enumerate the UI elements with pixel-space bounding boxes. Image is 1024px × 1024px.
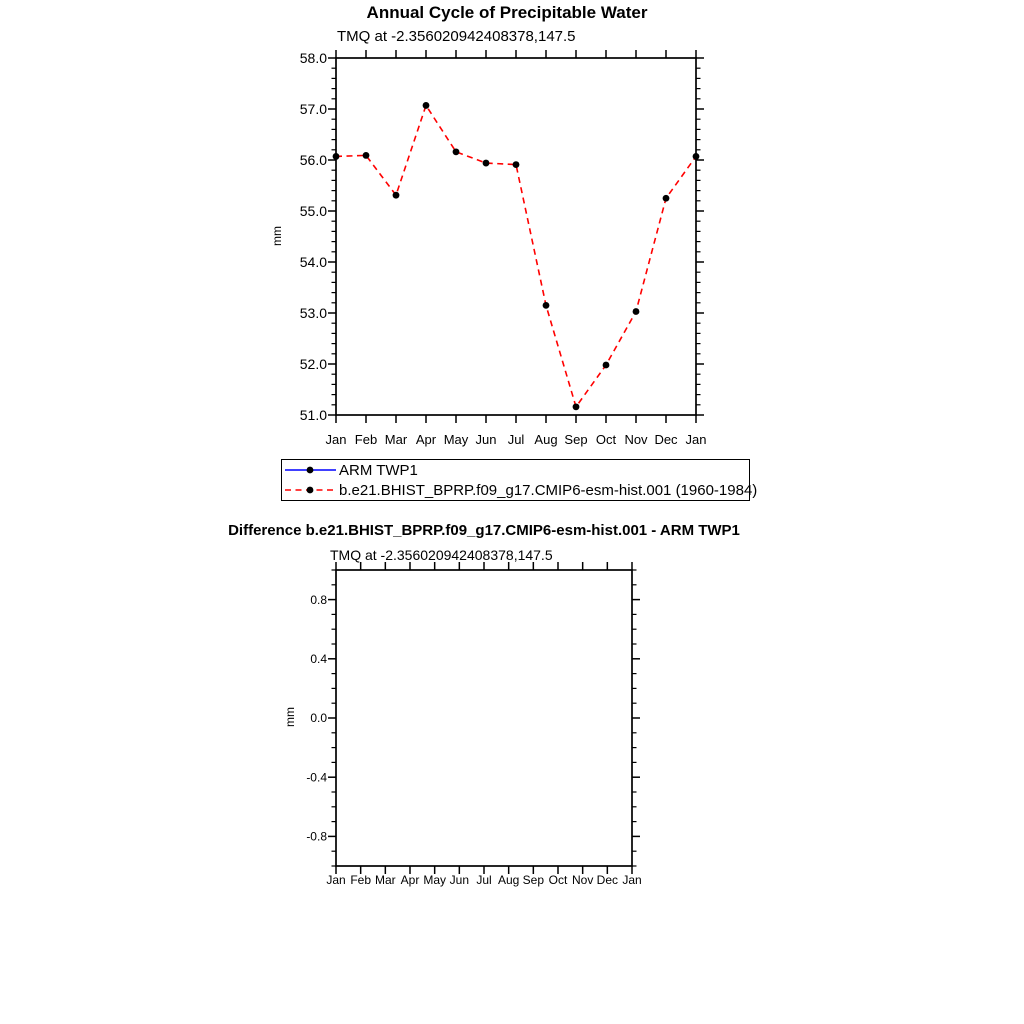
- y-tick-label: 54.0: [299, 253, 327, 270]
- x-tick-label: Jun: [475, 432, 497, 447]
- data-point: [363, 152, 370, 159]
- legend-item-model: [284, 480, 758, 500]
- data-point: [483, 160, 490, 167]
- data-point: [603, 362, 610, 369]
- top-chart-y-axis-label: mm: [270, 226, 284, 246]
- data-point: [693, 153, 700, 160]
- y-tick-label: 0.0: [310, 711, 327, 726]
- x-tick-label: May: [423, 873, 447, 887]
- top-chart-title: Annual Cycle of Precipitable Water: [366, 3, 648, 22]
- x-tick-label: Dec: [654, 432, 678, 447]
- x-tick-label: Mar: [384, 432, 408, 447]
- data-point: [333, 153, 340, 160]
- data-point: [423, 102, 430, 109]
- x-tick-label: Nov: [571, 873, 594, 887]
- legend-sample-solid: [284, 462, 337, 478]
- y-tick-label: 53.0: [299, 304, 327, 321]
- series-line: [336, 105, 696, 406]
- x-tick-label: May: [443, 432, 469, 447]
- x-tick-label: Jun: [449, 873, 470, 887]
- x-tick-label: Feb: [354, 432, 378, 447]
- bottom-chart-subtitle: TMQ at -2.356020942408378,147.5: [330, 547, 553, 563]
- x-tick-label: Feb: [350, 873, 372, 887]
- legend-item-arm-twp1: [284, 460, 749, 480]
- top-chart-plot: [300, 50, 707, 447]
- plot-frame: [336, 570, 632, 866]
- data-point: [663, 195, 670, 202]
- x-tick-label: Aug: [497, 873, 520, 887]
- y-tick-label: 51.0: [299, 406, 327, 423]
- x-tick-label: Nov: [624, 432, 648, 447]
- x-tick-label: Jan: [685, 432, 707, 447]
- x-tick-label: Sep: [564, 432, 588, 447]
- data-point: [393, 192, 400, 199]
- data-point: [573, 403, 580, 410]
- top-chart-subtitle: TMQ at -2.356020942408378,147.5: [337, 28, 576, 45]
- y-tick-label: -0.8: [306, 829, 327, 844]
- data-point: [633, 308, 640, 315]
- legend-label-arm-twp1: ARM TWP1: [339, 461, 418, 479]
- data-point: [543, 302, 550, 309]
- y-tick-label: 55.0: [299, 202, 327, 219]
- y-tick-label: 57.0: [299, 100, 327, 117]
- legend-marker-icon: [307, 467, 314, 474]
- legend-label-model: b.e21.BHIST_BPRP.f09_g17.CMIP6-esm-hist.001 (1960-1984): [339, 481, 758, 499]
- x-tick-label: Jan: [325, 432, 347, 447]
- legend-sample-dashed: [284, 482, 337, 498]
- x-tick-label: Aug: [534, 432, 558, 447]
- y-tick-label: 58.0: [299, 49, 327, 66]
- x-tick-label: Dec: [596, 873, 619, 887]
- bottom-chart-plot: [306, 562, 641, 887]
- x-tick-label: Jan: [622, 873, 642, 887]
- legend-marker-icon: [307, 487, 314, 494]
- legend-box: [281, 459, 758, 501]
- y-tick-label: -0.4: [306, 770, 327, 785]
- x-tick-label: Apr: [415, 432, 437, 447]
- x-tick-label: Oct: [595, 432, 617, 447]
- x-tick-label: Sep: [522, 873, 545, 887]
- y-tick-label: 52.0: [299, 355, 327, 372]
- x-tick-label: Mar: [374, 873, 396, 887]
- x-tick-label: Oct: [548, 873, 568, 887]
- data-point: [513, 161, 520, 168]
- x-tick-label: Apr: [400, 873, 420, 887]
- bottom-chart-y-axis-label: mm: [283, 707, 297, 727]
- plot-frame: [336, 58, 696, 415]
- y-tick-label: 0.8: [310, 592, 327, 607]
- x-tick-label: Jan: [326, 873, 346, 887]
- bottom-chart-title: Difference b.e21.BHIST_BPRP.f09_g17.CMIP6-esm-hist.001 - ARM TWP1: [228, 522, 740, 539]
- x-tick-label: Jul: [507, 432, 525, 447]
- data-point: [453, 148, 460, 155]
- y-tick-label: 0.4: [310, 652, 327, 666]
- y-tick-label: 56.0: [299, 151, 327, 168]
- x-tick-label: Jul: [476, 873, 492, 887]
